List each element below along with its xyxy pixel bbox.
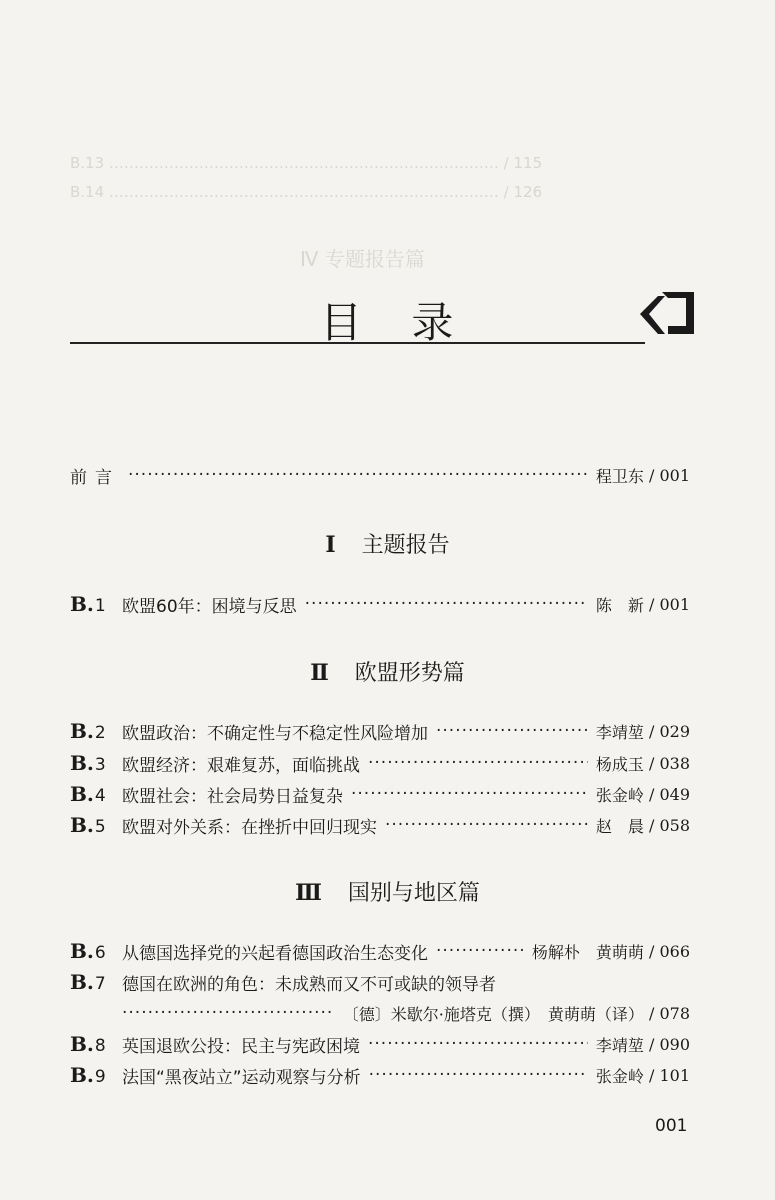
toc-entry-preface[interactable]: [70, 460, 690, 490]
entry-page: 078: [659, 1003, 690, 1023]
entry-author: 李靖堃: [595, 722, 644, 742]
entry-code: B.2: [70, 719, 106, 743]
page-title: 目 录: [320, 298, 472, 347]
entry-title: 法国“黑夜站立”运动观察与分析: [122, 1067, 361, 1088]
section-heading: [0, 876, 775, 907]
entry-author: 张金岭: [595, 785, 644, 805]
toc-entry[interactable]: B.4 欧盟社会：社会局势日益复杂 ····· 张金岭 / 049: [70, 779, 690, 809]
leader-dots: [351, 784, 588, 804]
title-rule: [70, 342, 645, 344]
leader-dots: [122, 1003, 335, 1023]
entry-author: 程卫东: [595, 466, 644, 486]
section-number: Ⅱ: [310, 660, 329, 686]
entry-code: B.6: [70, 939, 106, 963]
toc-entry[interactable]: B.1 欧盟60年：困境与反思 ····· 陈 新 / 001: [70, 589, 690, 619]
entry-title: 从德国选择党的兴起看德国政治生态变化: [122, 943, 428, 964]
entry-title: 欧盟60年：困境与反思: [122, 596, 297, 617]
entry-title: 欧盟对外关系：在挫折中回归现实: [122, 817, 377, 838]
entry-page: 001: [659, 465, 690, 485]
bleed-through-line: B.13 …………………………………………………………………… / 115: [70, 154, 543, 172]
toc-entry[interactable]: B.3 欧盟经济：艰难复苏，面临挑战 ····· 杨成玉 / 038: [70, 748, 690, 778]
entry-title: 欧盟社会：社会局势日益复杂: [122, 786, 343, 807]
entry-title: 欧盟经济：艰难复苏，面临挑战: [122, 755, 360, 776]
toc-entry[interactable]: B.5 欧盟对外关系：在挫折中回归现实 ····· 赵 晨 / 058: [70, 810, 690, 840]
section-title: 国别与地区篇: [347, 881, 480, 906]
toc-header: [70, 282, 690, 362]
entry-title: 德国在欧洲的角色：未成熟而又不可或缺的领导者: [122, 974, 496, 995]
toc-entry[interactable]: B.8 英国退欧公投：民主与宪政困境 ····· 李靖堃 / 090: [70, 1029, 690, 1059]
section-title: 主题报告: [361, 533, 450, 558]
entry-page: 090: [659, 1034, 690, 1054]
toc-entry-continuation[interactable]: ····· 〔德〕米歇尔·施塔克（撰） 黄萌萌（译） / 078: [70, 998, 690, 1028]
entry-page: 029: [659, 721, 690, 741]
toc-entry[interactable]: B.6 从德国选择党的兴起看德国政治生态变化 ····· 杨解朴 黄萌萌 / 066: [70, 936, 690, 966]
entry-page: 066: [659, 941, 690, 961]
entry-author: 赵 晨: [595, 816, 644, 836]
entry-code: B.1: [70, 592, 106, 616]
entry-code: B.9: [70, 1063, 106, 1087]
entry-code: B.8: [70, 1032, 106, 1056]
entry-author: 〔德〕米歇尔·施塔克（撰） 黄萌萌（译）: [342, 1004, 644, 1024]
section-number: Ⅰ: [325, 532, 336, 558]
entry-code: B.4: [70, 782, 106, 806]
toc-entry[interactable]: [70, 967, 690, 997]
section-heading: [0, 528, 775, 559]
entry-code: B.5: [70, 813, 106, 837]
leader-dots: [436, 941, 524, 961]
entry-page: 101: [659, 1065, 690, 1085]
entry-page: 049: [659, 784, 690, 804]
entry-title: 欧盟政治：不确定性与不稳定性风险增加: [122, 723, 428, 744]
entry-page: 058: [659, 815, 690, 835]
leader-dots: [385, 815, 588, 835]
section-heading: [0, 656, 775, 687]
entry-title: 英国退欧公投：民主与宪政困境: [122, 1036, 360, 1057]
entry-title: 前言: [70, 467, 120, 488]
entry-page: 038: [659, 753, 690, 773]
entry-code: B.3: [70, 751, 106, 775]
section-number: Ⅲ: [295, 880, 322, 906]
entry-author: 李靖堃: [595, 1035, 644, 1055]
entry-author: 杨成玉: [595, 754, 644, 774]
entry-code: B.7: [70, 970, 106, 994]
entry-page: 001: [659, 594, 690, 614]
bleed-through-line: B.14 …………………………………………………………………… / 126: [70, 183, 543, 201]
page-number: 001: [655, 1116, 688, 1136]
leader-dots: [305, 594, 588, 614]
leader-dots: [128, 465, 588, 485]
leader-dots: [436, 721, 588, 741]
entry-author: 陈 新: [595, 595, 644, 615]
entry-author: 张金岭: [595, 1066, 644, 1086]
page-separator: /: [643, 465, 660, 485]
corner-bracket-icon: [638, 284, 698, 344]
leader-dots: [368, 1034, 588, 1054]
toc-entry[interactable]: B.9 法国“黑夜站立”运动观察与分析 ····· 张金岭 / 101: [70, 1060, 690, 1090]
toc-entry[interactable]: B.2 欧盟政治：不确定性与不稳定性风险增加 ····· 李靖堃 / 029: [70, 716, 690, 746]
leader-dots: [368, 753, 588, 773]
entry-author: 杨解朴 黄萌萌: [531, 942, 644, 962]
leader-dots: [369, 1065, 588, 1085]
section-title: 欧盟形势篇: [354, 661, 465, 686]
bleed-through-line: Ⅳ 专题报告篇: [300, 247, 425, 271]
